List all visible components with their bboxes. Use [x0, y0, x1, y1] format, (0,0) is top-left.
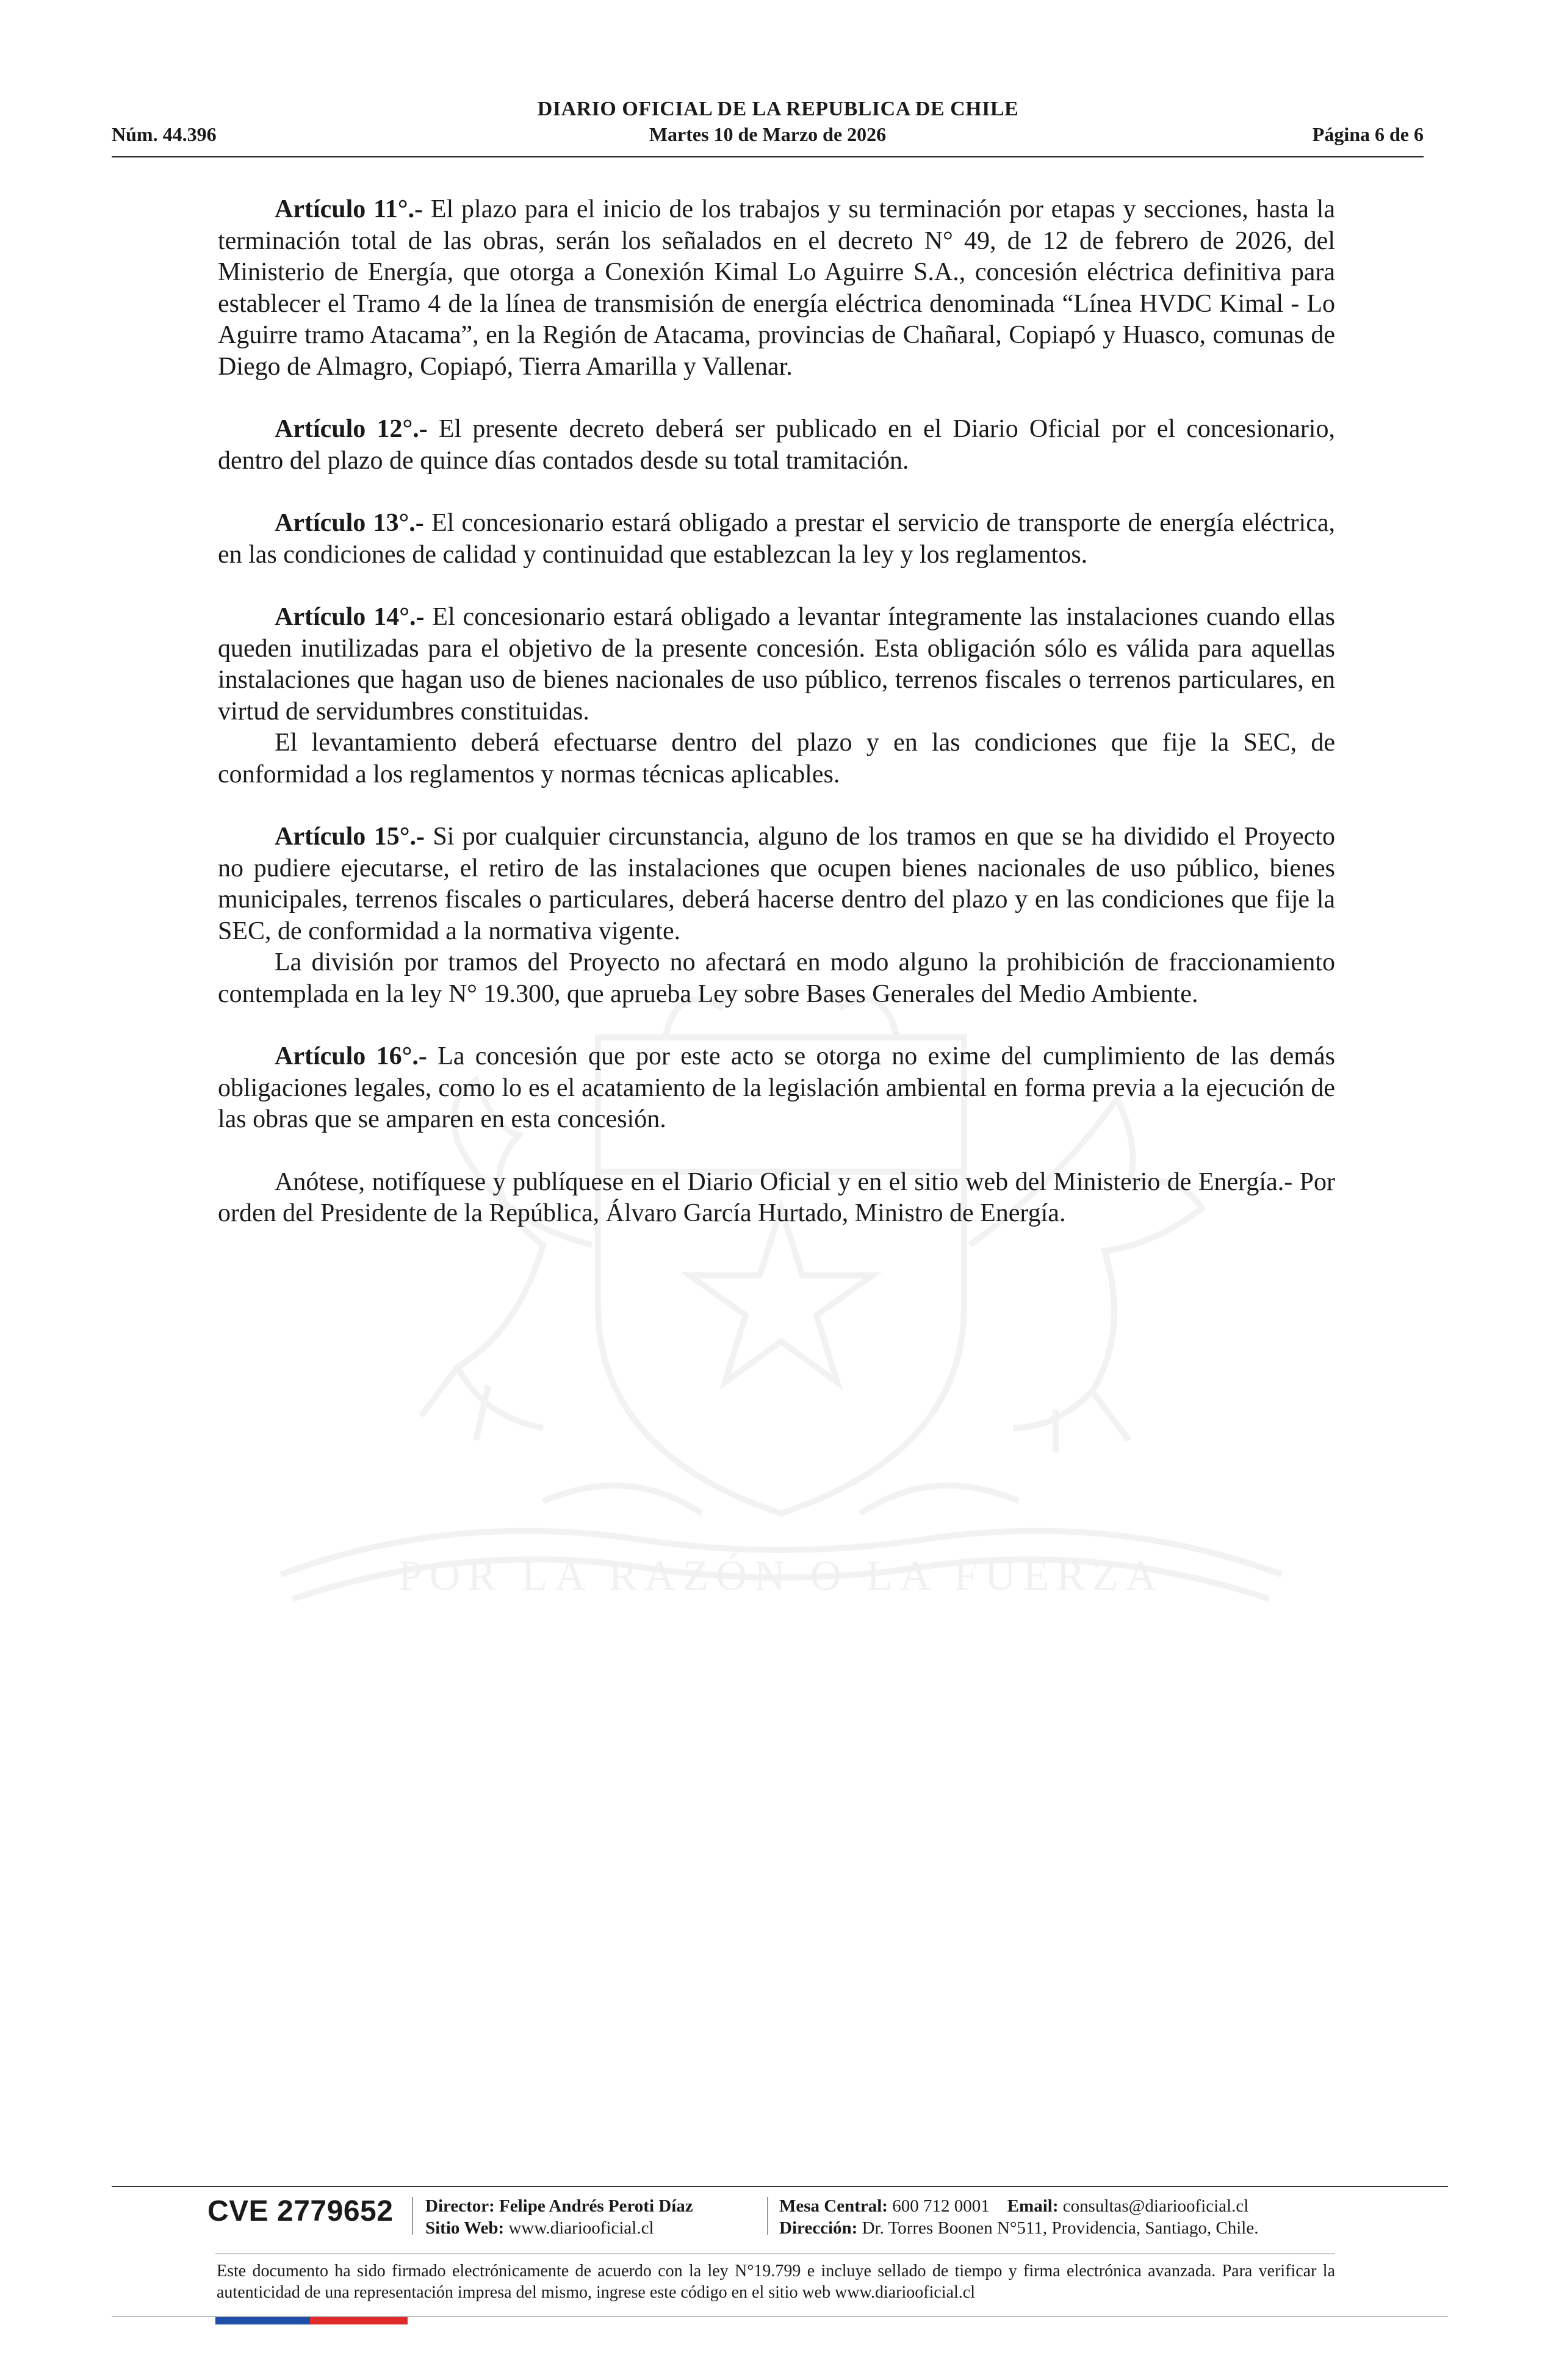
article-label: Artículo 13°.- [275, 509, 424, 537]
mesa-phone: 600 712 0001 [892, 2196, 990, 2216]
article-16 [218, 1041, 1335, 1136]
footer-separator [412, 2197, 413, 2235]
flag-stripe-blue [215, 2317, 310, 2324]
article-text: El concesionario estará obligado a prestar el servicio de transporte de energía eléctrica, en las condiciones de calidad y continuidad que establezcan la ley y los reglamentos. [218, 509, 1335, 569]
director-label: Director: [425, 2196, 495, 2216]
publication-title: DIARIO OFICIAL DE LA REPUBLICA DE CHILE [537, 98, 1019, 120]
website-label: Sitio Web: [425, 2218, 505, 2238]
article-label: Artículo 12°.- [275, 415, 428, 443]
footer-divider-top [112, 2186, 1448, 2187]
article-text: La concesión que por este acto se otorga no exime del cumplimiento de las demás obligaciones legales, como lo es el acatamiento de la legislación ambiental en forma previa a la ejecución de las obras que se amparen en esta concesión. [218, 1042, 1335, 1133]
article-label: Artículo 16°.- [275, 1042, 427, 1070]
signature-notice: Este documento ha sido firmado electrónicamente de acuerdo con la ley N°19.799 e incluye sellado de tiempo y firma electrónica avanzada. Para verificar la autenticidad de una representación impresa del mismo, ingrese este código en el sitio web www.diariooficial.cl [217, 2262, 1335, 2302]
article-label: Artículo 11°.- [275, 195, 423, 223]
article-12 [218, 414, 1335, 477]
address-value: Dr. Torres Boonen N°511, Providencia, Santiago, Chile. [862, 2218, 1259, 2238]
article-14 [218, 602, 1335, 727]
issue-date: Martes 10 de Marzo de 2026 [649, 123, 887, 145]
article-15-continuation: La división por tramos del Proyecto no afectará en modo alguno la prohibición de fraccionamiento contemplada en la ley N° 19.300, que aprueba Ley sobre Bases Generales del Medio Ambiente. [218, 948, 1335, 1008]
article-14-continuation: El levantamiento deberá efectuarse dentro del plazo y en las condiciones que fije la SEC, de conformidad a los reglamentos y normas técnicas aplicables. [218, 729, 1335, 788]
article-text: El concesionario estará obligado a levantar íntegramente las instalaciones cuando ellas queden inutilizadas para el objetivo de la presente concesión. Esta obligación sólo es válida para aquellas instalaciones que hagan uso de bienes nacionales de uso público, terrenos fiscales o terrenos particulares, en virtud de servidumbres constituidas. [218, 603, 1335, 726]
header-divider [112, 156, 1424, 157]
issue-number: Núm. 44.396 [112, 123, 217, 145]
article-label: Artículo 15°.- [275, 823, 425, 851]
article-label: Artículo 14°.- [275, 603, 425, 631]
address-label: Dirección: [779, 2218, 858, 2238]
footer-contact-block [779, 2195, 1258, 2239]
article-13 [218, 508, 1335, 571]
footer-divider-mid [215, 2253, 1335, 2254]
cve-code: CVE 2779652 [207, 2195, 394, 2227]
email-label: Email: [1007, 2196, 1059, 2216]
article-11 [218, 194, 1335, 383]
article-15 [218, 821, 1335, 947]
mesa-label: Mesa Central: [779, 2196, 888, 2216]
article-text: El presente decreto deberá ser publicado en el Diario Oficial por el concesionario, dentro del plazo de quince días contados desde su total tramitación. [218, 415, 1335, 475]
watermark-motto: POR LA RAZÓN O LA FUERZA [398, 1552, 1164, 1599]
flag-stripe-red [310, 2317, 408, 2324]
director-name: Felipe Andrés Peroti Díaz [499, 2196, 693, 2216]
closing-paragraph: Anótese, notifíquese y publíquese en el Diario Oficial y en el sitio web del Ministerio de Energía.- Por orden del Presidente de la República, Álvaro García Hurtado, Ministro de Energía. [218, 1167, 1335, 1227]
document-body [218, 194, 1335, 1230]
header-row [112, 123, 1424, 148]
article-text: El plazo para el inicio de los trabajos y su terminación por etapas y secciones, hasta la terminación total de las obras, serán los señalados en el decreto N° 49, de 12 de febrero de 2026, del Ministerio de Energía, que otorga a Conexión Kimal Lo Aguirre S.A., concesión eléctrica definitiva para establecer el Tramo 4 de la línea de transmisión de energía eléctrica denominada “Línea HVDC Kimal - Lo Aguirre tramo Atacama”, en la Región de Atacama, provincias de Chañaral, Copiapó y Huasco, comunas de Diego de Almagro, Copiapó, Tierra Amarilla y Vallenar. [218, 195, 1335, 381]
footer-director-block [425, 2195, 693, 2239]
page-number: Página 6 de 6 [1312, 123, 1424, 145]
email-link[interactable]: consultas@diariooficial.cl [1062, 2196, 1249, 2216]
article-text: Si por cualquier circunstancia, alguno de los tramos en que se ha dividido el Proyecto no pudiere ejecutarse, el retiro de las instalaciones que ocupen bienes nacionales de uso público, bienes municipales, terrenos fiscales o particulares, deberá hacerse dentro del plazo y en las condiciones que fije la SEC, de conformidad a la normativa vigente. [218, 823, 1335, 945]
footer-separator [767, 2197, 768, 2235]
website-link[interactable]: www.diariooficial.cl [508, 2218, 654, 2238]
